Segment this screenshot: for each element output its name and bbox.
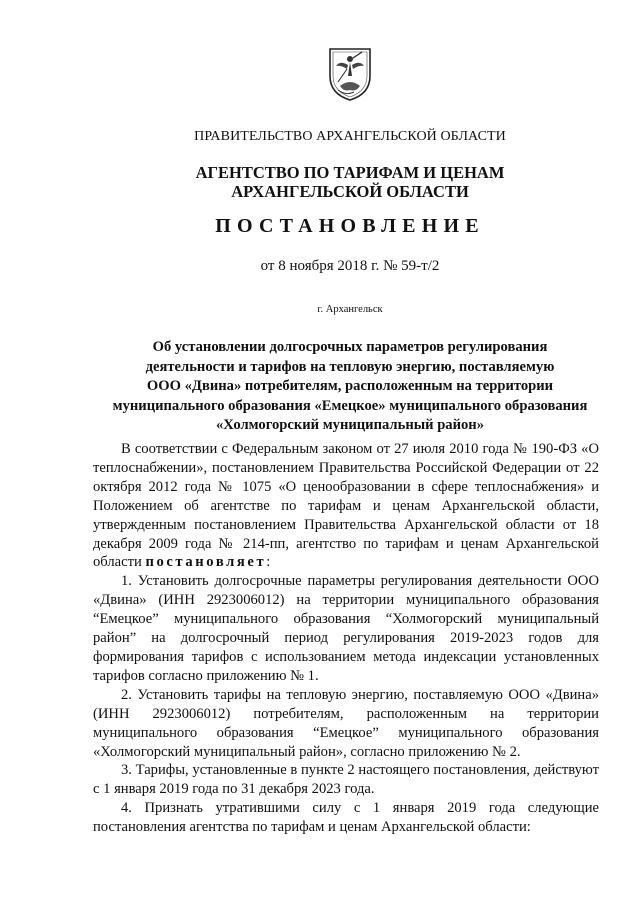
agency-name	[0, 163, 640, 201]
title-line: деятельности и тарифов на тепловую энергию, поставляемую	[145, 358, 555, 375]
document-city: г. Архангельск	[317, 304, 383, 315]
title-line: Об установлении долгосрочных параметров регулирования	[152, 339, 548, 355]
title-line: муниципального образования «Емецкое» муниципального образования	[112, 397, 588, 414]
preamble-text: В соответствии с Федеральным законом от 27 июля 2010 года № 190-ФЗ «О теплоснабжении», постановлением Правительства Российской Федерации от 22 октября 2012 года № 1075 «О ценообразовании в сфере теплоснабжения» и Положением об агентстве по тарифам и ценам Архангельской области, утвержденным постановлением Правительства Архангельской области от 18 декабря 2009 года № 214-пп, агентство по тарифам и ценам Архангельской области	[93, 441, 599, 571]
item-paragraph-3: 3. Тарифы, установленные в пункте 2 настоящего постановления, действуют с 1 января 2019 года по 31 декабря 2023 года.	[93, 762, 599, 798]
title-line: «Холмогорский муниципальный район»	[215, 417, 485, 434]
item-paragraph-2: 2. Установить тарифы на тепловую энергию, поставляемую ООО «Двина» (ИНН 2923006012) потребителям, расположенным на территории муниципального образования “Емецкое” муниципального образования «Холмогорский муниципальный район», согласно приложению № 2.	[93, 686, 599, 760]
item-paragraph-1: 1. Установить долгосрочные параметры регулирования деятельности ООО «Двина» (ИНН 2923006012) на территории муниципального образования “Емецкое” муниципального образования “Холмогорский муниципальный район” на долгосрочный период регулирования 2019-2023 годов для формирования тарифов с использованием метода индексации установленных тарифов согласно приложению № 1.	[93, 573, 599, 684]
item-paragraph-4: 4. Признать утратившими силу с 1 января 2019 года следующие постановления агентства по тарифам и ценам Архангельской области:	[93, 800, 599, 836]
document-title	[0, 338, 640, 436]
agency-name-line1: АГЕНТСТВО ПО ТАРИФАМ И ЦЕНАМ	[195, 163, 505, 182]
document-body	[93, 440, 599, 837]
coat-of-arms-emblem	[326, 46, 374, 102]
document-type: ПОСТАНОВЛЕНИЕ	[215, 215, 485, 237]
title-line: ООО «Двина» потребителям, расположенным на территории	[146, 378, 554, 395]
government-name: ПРАВИТЕЛЬСТВО АРХАНГЕЛЬСКОЙ ОБЛАСТИ	[194, 129, 506, 144]
resolves-word: постановляет	[145, 554, 267, 571]
document-date-number: от 8 ноября 2018 г. № 59-т/2	[260, 258, 440, 274]
agency-name-line2: АРХАНГЕЛЬСКОЙ ОБЛАСТИ	[231, 182, 469, 201]
resolves-colon: :	[266, 554, 271, 571]
preamble-paragraph	[93, 440, 599, 572]
